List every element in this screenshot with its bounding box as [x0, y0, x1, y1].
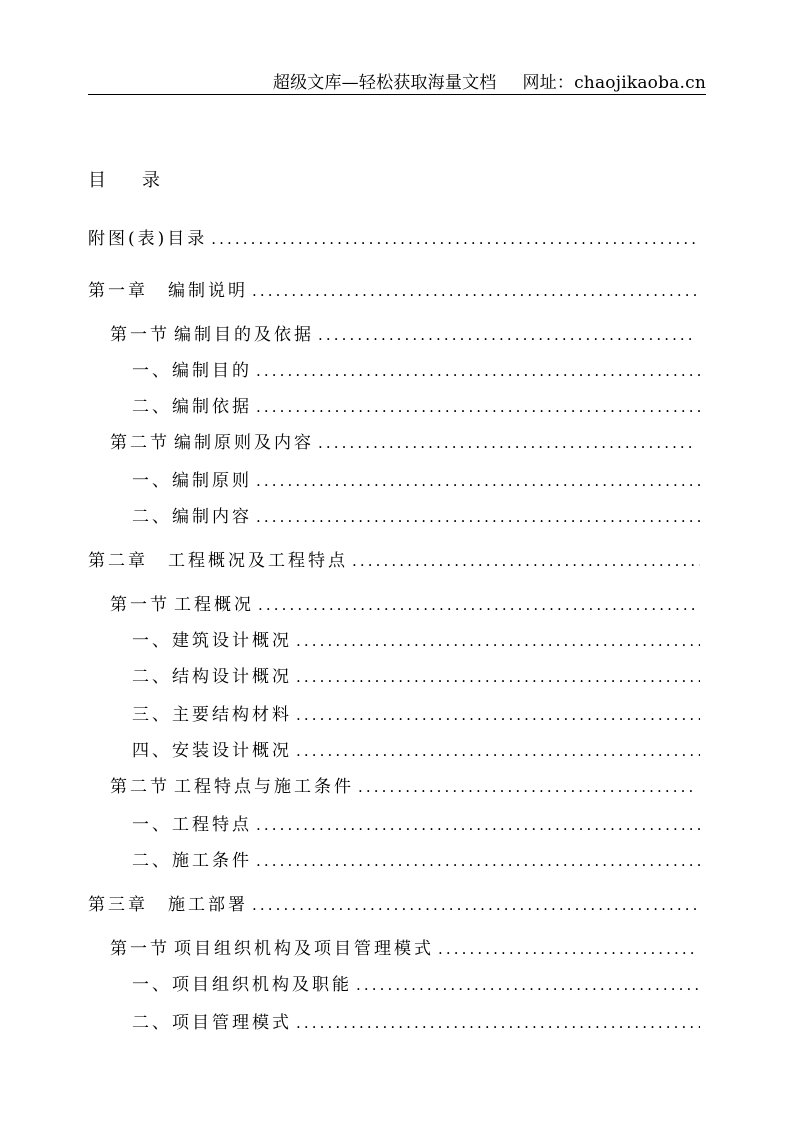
toc-entry[interactable]: [110, 320, 696, 344]
toc-title: [88, 166, 160, 192]
toc-leader-dots: [256, 362, 700, 380]
toc-entry-label: [110, 428, 314, 452]
toc-entry-number: 二、: [132, 507, 172, 526]
toc-entry-label: [132, 502, 252, 526]
toc-entry[interactable]: [132, 502, 700, 526]
toc-entry-label: [132, 662, 292, 686]
toc-entry-text: 结构设计概况: [172, 667, 292, 686]
toc-leader-dots: [256, 398, 700, 416]
toc-leader-dots: [296, 632, 700, 650]
toc-entry-number: 一、: [132, 361, 172, 380]
toc-entry-text: 项目组织机构及项目管理模式: [174, 939, 434, 958]
toc-entry-label: [110, 590, 254, 614]
toc-entry-number: 第一节: [110, 595, 170, 614]
toc-entry-text: 编制目的: [172, 361, 252, 380]
toc-entry-number: 第一章: [88, 281, 148, 300]
toc-entry-text: 工程特点与施工条件: [174, 777, 354, 796]
toc-entry-label: [132, 356, 252, 380]
toc-leader-dots: [258, 596, 696, 614]
toc-entry-text: 编制目的及依据: [174, 325, 314, 344]
toc-leader-dots: [256, 816, 700, 834]
toc-entry-label: [132, 1008, 292, 1032]
toc-entry[interactable]: [132, 392, 700, 416]
toc-entry-number: 一、: [132, 631, 172, 650]
toc-entry-text: 安装设计概况: [172, 741, 292, 760]
toc-entry[interactable]: [88, 276, 700, 300]
toc-entry-text: 项目组织机构及职能: [172, 975, 352, 994]
toc-entry-label: [110, 934, 434, 958]
toc-entry-number: 第二节: [110, 777, 170, 796]
toc-leader-dots: [296, 742, 700, 760]
toc-entry-number: 四、: [132, 741, 172, 760]
toc-entry[interactable]: [132, 736, 700, 760]
toc-entry-label: [132, 392, 252, 416]
toc-entry-text: 编制原则及内容: [174, 433, 314, 452]
toc-entry-number: 一、: [132, 815, 172, 834]
toc-title-part2: 录: [142, 170, 160, 191]
toc-entry-label: [88, 276, 248, 300]
toc-leader-dots: [252, 282, 700, 300]
toc-entry[interactable]: [110, 934, 696, 958]
toc-entry-text: 施工条件: [172, 851, 252, 870]
toc-leader-dots: [296, 706, 700, 724]
toc-entry-text: 工程特点: [172, 815, 252, 834]
toc-leader-dots: [296, 668, 700, 686]
toc-entry-label: [132, 846, 252, 870]
header-site-name: 超级文库—轻松获取海量文档: [272, 73, 497, 93]
toc-leader-dots: [211, 230, 700, 248]
toc-entry[interactable]: [132, 810, 700, 834]
toc-entry-label: [88, 546, 348, 570]
toc-entry-label: [88, 890, 248, 914]
toc-leader-dots: [318, 434, 696, 452]
toc-entry[interactable]: [132, 356, 700, 380]
toc-entry[interactable]: [132, 662, 700, 686]
page-header: [88, 66, 706, 95]
toc-entry-number: 第二节: [110, 433, 170, 452]
toc-entry-number: 二、: [132, 1013, 172, 1032]
toc-entry-number: 附图(表)目录: [88, 229, 208, 248]
toc-entry-text: 工程概况及工程特点: [168, 551, 348, 570]
toc-entry[interactable]: [110, 428, 696, 452]
toc-entry-label: [132, 970, 352, 994]
toc-leader-dots: [438, 940, 696, 958]
toc-leader-dots: [318, 326, 696, 344]
toc-leader-dots: [358, 778, 696, 796]
toc-entry-label: [132, 626, 292, 650]
toc-leader-dots: [252, 896, 700, 914]
toc-entry-text: 编制说明: [168, 281, 248, 300]
toc-entry-label: [132, 736, 292, 760]
toc-title-part1: 目: [88, 170, 106, 191]
toc-entry[interactable]: [110, 772, 696, 796]
toc-entry-text: 建筑设计概况: [172, 631, 292, 650]
toc-entry[interactable]: [110, 590, 696, 614]
toc-entry-number: 二、: [132, 667, 172, 686]
header-url: 网址：chaojikaoba.cn: [522, 73, 706, 93]
toc-entry-number: 三、: [132, 705, 172, 724]
toc-entry-label: [132, 466, 252, 490]
toc-entry[interactable]: [88, 224, 700, 248]
toc-entry-number: 一、: [132, 471, 172, 490]
toc-leader-dots: [256, 472, 700, 490]
toc-entry-label: [132, 700, 292, 724]
toc-entry-text: 编制依据: [172, 397, 252, 416]
toc-entry-number: 第一节: [110, 325, 170, 344]
toc-leader-dots: [296, 1014, 700, 1032]
toc-entry[interactable]: [132, 970, 700, 994]
toc-entry[interactable]: [132, 1008, 700, 1032]
toc-leader-dots: [352, 552, 700, 570]
toc-entry-text: 主要结构材料: [172, 705, 292, 724]
toc-entry-text: 编制内容: [172, 507, 252, 526]
toc-entry-number: 第一节: [110, 939, 170, 958]
toc-entry-number: 第三章: [88, 895, 148, 914]
toc-leader-dots: [356, 976, 700, 994]
toc-entry-text: 施工部署: [168, 895, 248, 914]
toc-entry-label: [110, 772, 354, 796]
toc-leader-dots: [256, 852, 700, 870]
toc-leader-dots: [256, 508, 700, 526]
toc-entry[interactable]: [88, 890, 700, 914]
toc-entry-text: 工程概况: [174, 595, 254, 614]
toc-entry-label: [110, 320, 314, 344]
toc-entry-number: 一、: [132, 975, 172, 994]
toc-entry-label: [88, 224, 207, 248]
toc-entry[interactable]: [132, 846, 700, 870]
toc-entry[interactable]: [132, 700, 700, 724]
toc-entry-label: [132, 810, 252, 834]
toc-entry-number: 二、: [132, 397, 172, 416]
toc-entry[interactable]: [132, 626, 700, 650]
header-text: [273, 68, 706, 93]
toc-entry-number: 二、: [132, 851, 172, 870]
toc-entry-text: 项目管理模式: [172, 1013, 292, 1032]
toc-entry[interactable]: [132, 466, 700, 490]
toc-entry[interactable]: [88, 546, 700, 570]
toc-entry-number: 第二章: [88, 551, 148, 570]
toc-entry-text: 编制原则: [172, 471, 252, 490]
